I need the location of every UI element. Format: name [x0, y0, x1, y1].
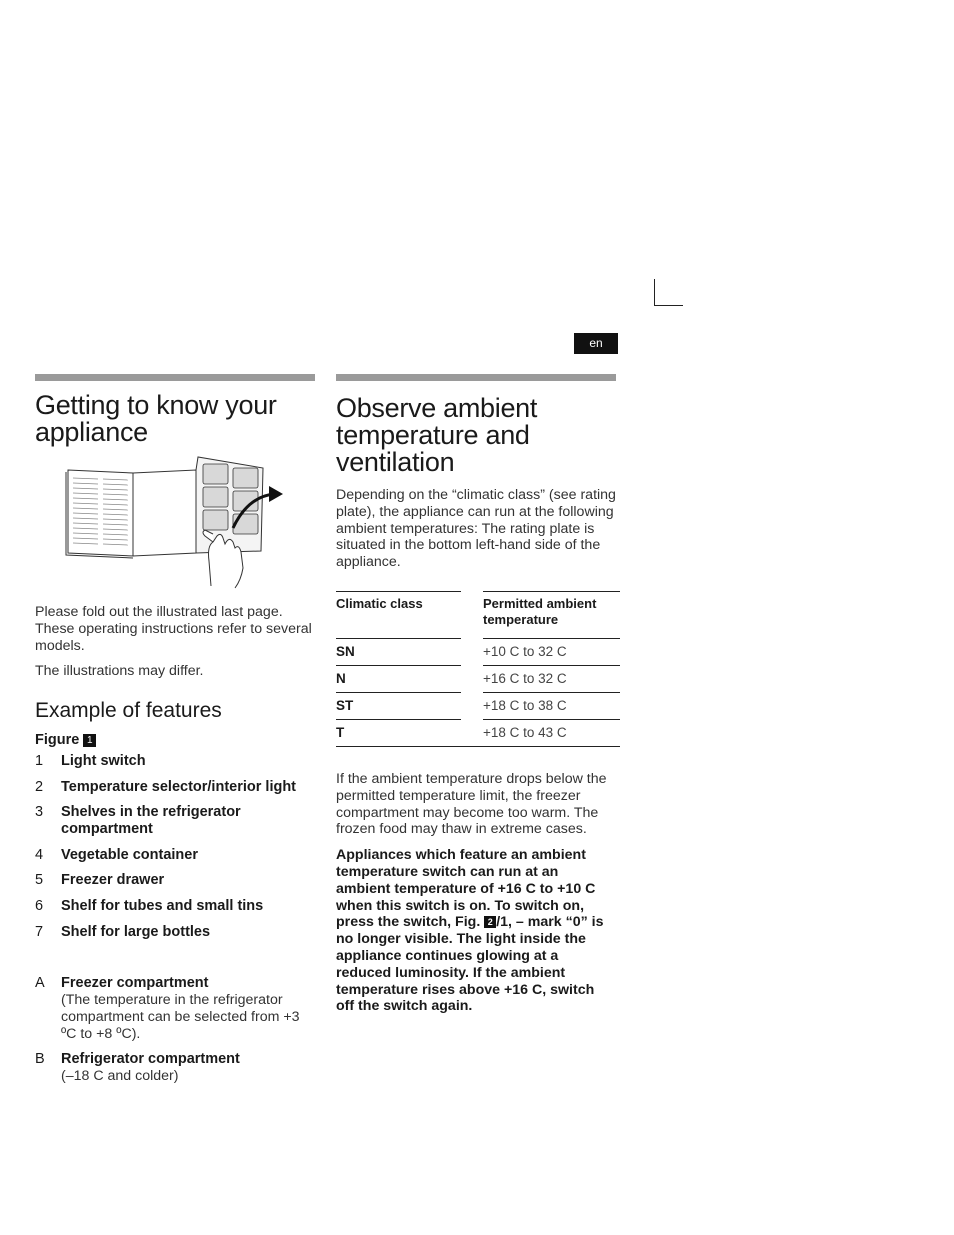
section-bar	[35, 374, 315, 381]
switch-text-after: /1, – mark “0” is no longer visible. The light inside the appliance continues glowing at a reduced luminosity. If the ambient temperature rises above +16 C, switch off the switch again.	[336, 914, 604, 1015]
list-item	[35, 804, 315, 838]
language-badge: en	[574, 333, 618, 354]
crop-mark	[654, 279, 683, 306]
temperature-range: +16 C to 32 C	[483, 665, 620, 692]
item-label: Shelf for large bottles	[61, 924, 211, 941]
list-item	[35, 924, 315, 941]
climatic-class: N	[336, 665, 461, 692]
temperature-range: +10 C to 32 C	[483, 638, 620, 665]
item-label: Light switch	[61, 753, 146, 770]
item-key: 4	[35, 847, 44, 864]
right-column	[336, 374, 616, 1015]
table-header: Climatic class	[336, 591, 461, 638]
features-list	[35, 753, 315, 941]
item-key: 2	[35, 779, 44, 796]
illustrations-note: The illustrations may differ.	[35, 663, 204, 680]
table-row	[336, 638, 620, 665]
list-item	[35, 1051, 315, 1085]
section-bar	[336, 374, 616, 381]
item-key: B	[35, 1051, 45, 1068]
list-item	[35, 898, 315, 915]
list-item	[35, 872, 315, 889]
item-note: (The temperature in the refrigerator compartment can be selected from +3 ºC to +8 ºC).	[61, 992, 300, 1043]
table-row	[336, 719, 620, 746]
list-item	[35, 847, 315, 864]
table-header: Permitted ambient temperature	[483, 591, 620, 638]
figure-number-badge: 2	[484, 916, 496, 928]
list-item	[35, 753, 315, 770]
item-key: 1	[35, 753, 44, 770]
features-heading: Example of features	[35, 699, 222, 723]
left-column	[35, 374, 315, 1085]
figure-reference	[35, 731, 315, 749]
item-label: Shelf for tubes and small tins	[61, 898, 264, 915]
item-note: (–18 C and colder)	[61, 1068, 179, 1085]
section-title: Getting to know your appliance	[35, 390, 277, 447]
table-row	[336, 692, 620, 719]
climatic-class: ST	[336, 692, 461, 719]
list-item	[35, 975, 315, 1043]
switch-text-before: Appliances which feature an ambient temperature switch can run at an ambient temperature of +16 C to +10 C when this switch is on. To switch on, press the switch, Fig.	[336, 847, 596, 931]
temperature-range: +18 C to 43 C	[483, 719, 620, 746]
climatic-intro: Depending on the “climatic class” (see rating plate), the appliance can run at the following ambient temperatures: The rating plate is situated in the bottom left-hand side of the appliance.	[336, 487, 616, 571]
list-item	[35, 779, 315, 796]
figure-label: Figure	[35, 732, 80, 749]
item-label: Shelves in the refrigerator compartment	[61, 804, 241, 838]
section-title: Observe ambient temperature and ventilation	[336, 393, 538, 477]
item-label: Vegetable container	[61, 847, 198, 864]
item-key: 7	[35, 924, 44, 941]
item-key: 6	[35, 898, 44, 915]
item-label: Freezer compartment	[61, 975, 209, 992]
item-label: Temperature selector/interior light	[61, 779, 297, 796]
compartments-list	[35, 975, 315, 1085]
table-row	[336, 665, 620, 692]
ambient-switch-instructions	[336, 847, 616, 1015]
climatic-class: SN	[336, 638, 461, 665]
item-key: A	[35, 975, 45, 992]
item-label: Refrigerator compartment	[61, 1051, 240, 1068]
item-key: 5	[35, 872, 44, 889]
temperature-range: +18 C to 38 C	[483, 692, 620, 719]
fold-out-illustration	[63, 456, 313, 591]
item-key: 3	[35, 804, 44, 821]
climatic-class: T	[336, 719, 461, 746]
climatic-class-table	[336, 591, 620, 747]
temperature-warning: If the ambient temperature drops below the permitted temperature limit, the freezer compartment may become too warm. The frozen food may thaw in extreme cases.	[336, 770, 607, 838]
figure-number-badge: 1	[83, 734, 96, 747]
intro-text: Please fold out the illustrated last page. These operating instructions refer to several models.	[35, 604, 312, 654]
item-label: Freezer drawer	[61, 872, 165, 889]
